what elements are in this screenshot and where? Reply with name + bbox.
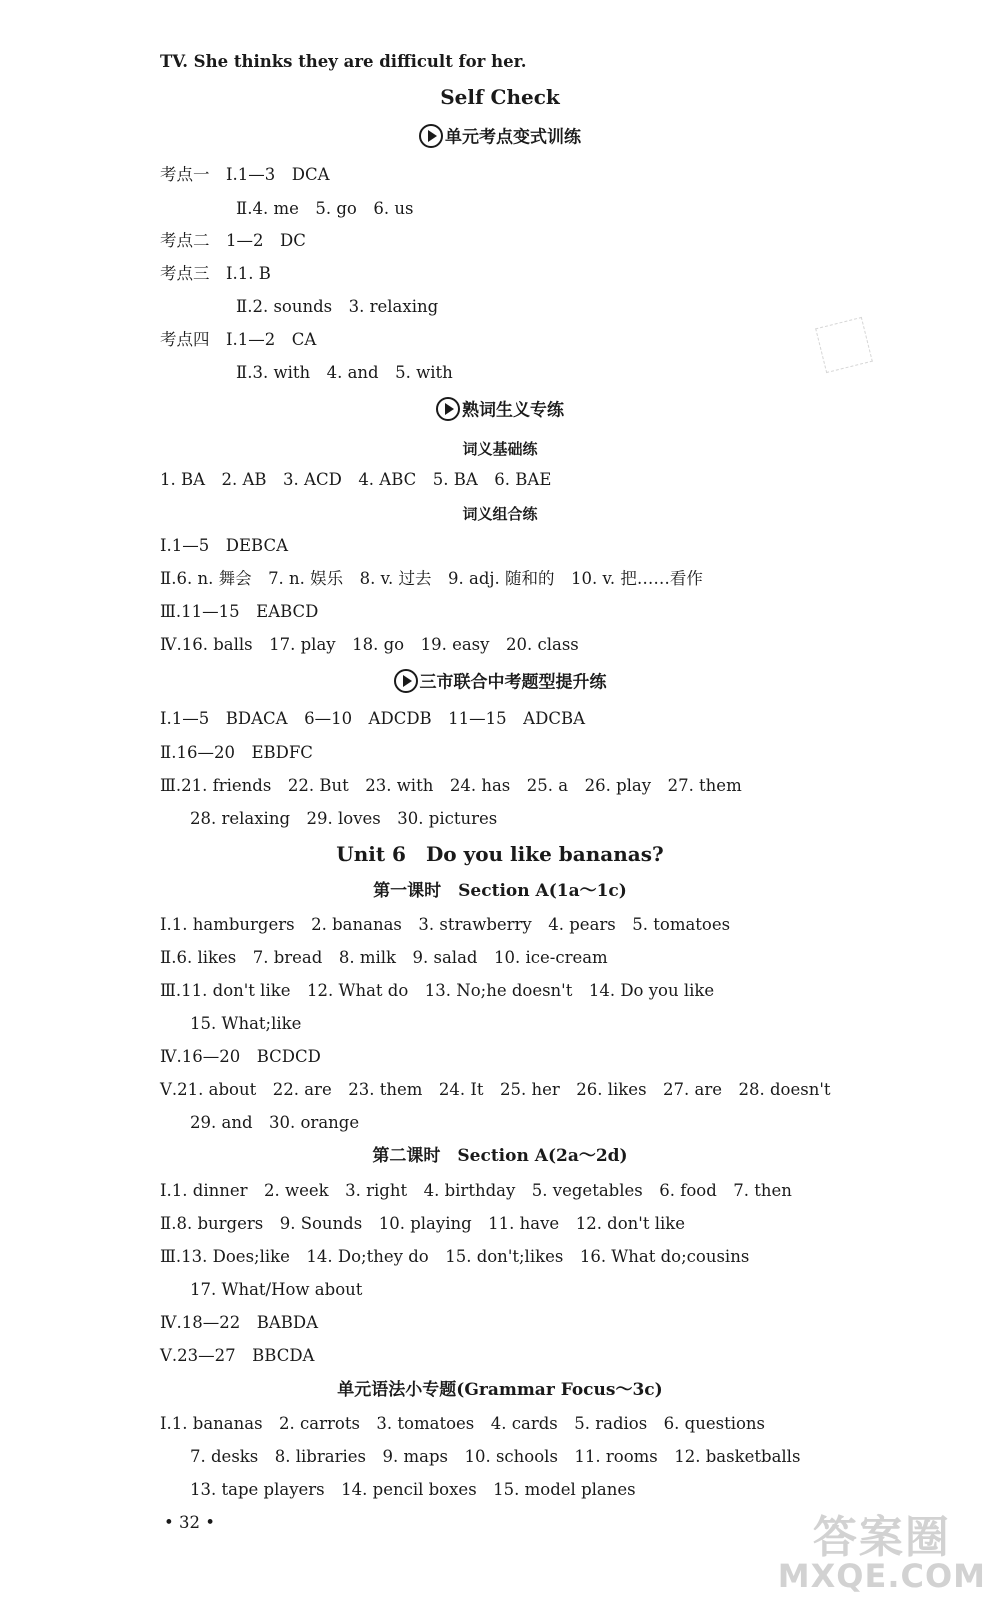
answer-line: 13. tape players 14. pencil boxes 15. model planes (190, 1480, 636, 1499)
faint-stamp-mark (815, 317, 873, 373)
answer-line: Ⅱ.6. likes 7. bread 8. milk 9. salad 10. ice-cream (160, 948, 608, 967)
answer-line: Ⅲ.11—15 EABCD (160, 602, 319, 621)
watermark-chinese: 答案圈 (812, 1512, 951, 1563)
answer-line: 28. relaxing 29. loves 30. pictures (190, 809, 498, 828)
answer-line: Ⅰ.1. dinner 2. week 3. right 4. birthday 5. vegetables 6. food 7. then (160, 1181, 792, 1200)
answer-line: Ⅴ.21. about 22. are 23. them 24. It 25. her 26. likes 27. are 28. doesn't (160, 1080, 831, 1099)
watermark-logo (777, 1512, 986, 1595)
subsection-unit-drill (0, 126, 1000, 150)
answer-line: 考点二 1—2 DC (160, 231, 306, 250)
answer-line: Ⅱ.4. me 5. go 6. us (236, 199, 414, 218)
answer-line: Ⅱ.2. sounds 3. relaxing (236, 297, 439, 316)
answer-line: Ⅱ.16—20 EBDFC (160, 743, 313, 762)
subsection-exam-practice (0, 671, 1000, 695)
answer-line: 考点四 Ⅰ.1—2 CA (160, 330, 317, 349)
play-arrow-icon (419, 124, 443, 148)
answer-line: Ⅳ.18—22 BABDA (160, 1313, 319, 1332)
answer-line: 7. desks 8. libraries 9. maps 10. schools 11. rooms 12. basketballs (190, 1447, 801, 1466)
answer-line: 考点三 Ⅰ.1. B (160, 264, 271, 283)
grammar-topic-title: 单元语法小专题(Grammar Focus～3c) (337, 1380, 663, 1400)
watermark-english: MXQE.COM (777, 1557, 986, 1595)
subsection-label: 单元考点变式训练 (445, 127, 581, 148)
answer-line: 1. BA 2. AB 3. ACD 4. ABC 5. BA 6. BAE (160, 470, 552, 489)
answer-line: Ⅳ.16—20 BCDCD (160, 1047, 321, 1066)
answer-line: Ⅱ.3. with 4. and 5. with (236, 363, 453, 382)
answer-line: Ⅲ.11. don't like 12. What do 13. No;he doesn't 14. Do you like (160, 981, 715, 1000)
answer-line: Ⅰ.1. hamburgers 2. bananas 3. strawberry 4. pears 5. tomatoes (160, 915, 731, 934)
page-number: • 32 • (164, 1513, 215, 1532)
subsection-word-meaning (0, 399, 1000, 423)
exercise-title: 词义基础练 (462, 440, 538, 458)
subsection-label: 三市联合中考题型提升练 (419, 672, 607, 693)
answer-line: Ⅱ.6. n. 舞会 7. n. 娱乐 8. v. 过去 9. adj. 随和的 10. v. 把……看作 (160, 569, 703, 588)
answer-line: 29. and 30. orange (190, 1113, 360, 1132)
answer-line: Ⅲ.13. Does;like 14. Do;they do 15. don't;likes 16. What do;cousins (160, 1247, 750, 1266)
answer-line: Ⅰ.1—5 DEBCA (160, 536, 289, 555)
section-title-self-check: Self Check (440, 85, 560, 109)
lesson-title: 第一课时 Section A(1a～1c) (373, 881, 627, 901)
answer-line: 考点一 Ⅰ.1—3 DCA (160, 165, 330, 184)
unit-title: Unit 6 Do you like bananas? (336, 842, 664, 866)
play-arrow-icon (394, 669, 418, 693)
answer-line: 17. What/How about (190, 1280, 363, 1299)
answer-line: Ⅲ.21. friends 22. But 23. with 24. has 25. a 26. play 27. them (160, 776, 742, 795)
answer-line: Ⅴ.23—27 BBCDA (160, 1346, 315, 1365)
answer-line: Ⅳ.16. balls 17. play 18. go 19. easy 20. class (160, 635, 579, 654)
lesson-title: 第二课时 Section A(2a～2d) (372, 1146, 628, 1166)
subsection-label: 熟词生义专练 (462, 400, 564, 421)
play-arrow-icon (436, 397, 460, 421)
continued-text: TV. She thinks they are difficult for her. (160, 52, 527, 71)
answer-line: Ⅰ.1—5 BDACA 6—10 ADCDB 11—15 ADCBA (160, 709, 585, 728)
answer-line: 15. What;like (190, 1014, 302, 1033)
answer-line: Ⅱ.8. burgers 9. Sounds 10. playing 11. have 12. don't like (160, 1214, 686, 1233)
exercise-title: 词义组合练 (462, 505, 538, 523)
answer-line: Ⅰ.1. bananas 2. carrots 3. tomatoes 4. cards 5. radios 6. questions (160, 1414, 766, 1433)
